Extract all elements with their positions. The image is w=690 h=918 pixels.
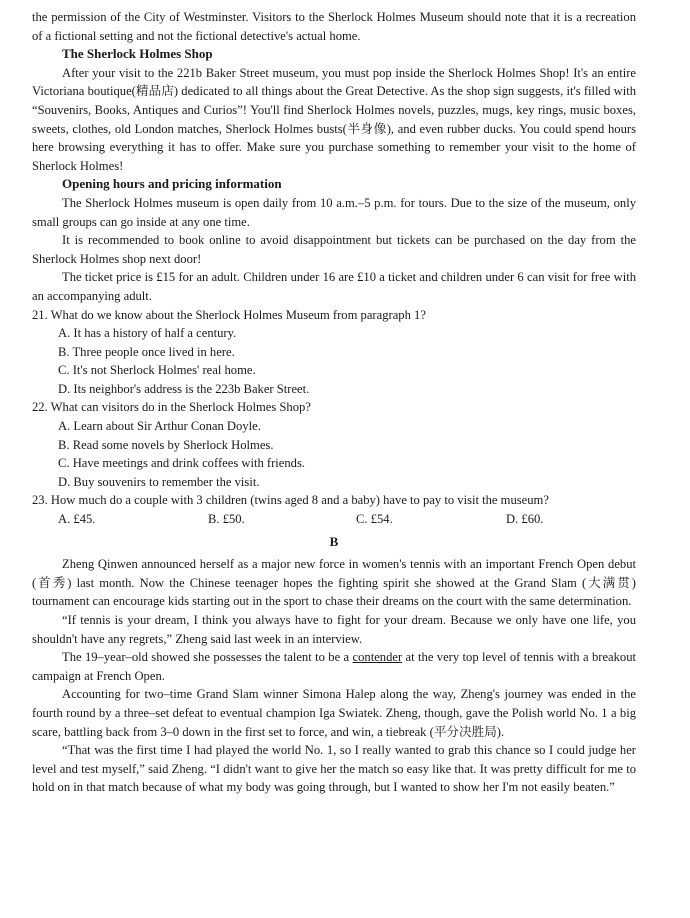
passage-b-paragraph-2: “If tennis is your dream, I think you always have to fight for your dream. Because we only have one life, you shouldn't have any regrets,” Zheng said last week in an interview. [32, 613, 636, 646]
question-stem: 22. What can visitors do in the Sherlock Holmes Shop? [32, 400, 311, 415]
options-row [32, 510, 636, 529]
option-b: B. £50. [208, 512, 245, 527]
question-23 [32, 491, 636, 528]
hours-paragraph-3: The ticket price is £15 for an adult. Children under 16 are £10 a ticket and children under 6 can visit for free with an accompanying adult. [32, 270, 636, 303]
intro-paragraph: the permission of the City of Westminster. Visitors to the Sherlock Holmes Museum should note that it is a recreation of a fictional setting and not the fictional detective's actual home. [32, 10, 636, 43]
underlined-word-contender: contender [352, 650, 403, 665]
option-a: A. Learn about Sir Arthur Conan Doyle. [58, 419, 261, 434]
option-d: D. Its neighbor's address is the 223b Baker Street. [58, 381, 310, 396]
hours-paragraph-1: The Sherlock Holmes museum is open daily from 10 a.m.–5 p.m. for tours. Due to the size of the museum, only small groups can go inside at any one time. [32, 195, 636, 229]
option-d: D. £60. [506, 512, 544, 527]
passage-b-paragraph-1: Zheng Qinwen announced herself as a major new force in women's tennis with an important French Open debut (首秀) last month. Now the Chinese teenager hopes the fighting spirit she showed at the Grand Slam (大满贯) tournament can encourage kids starting out in the sport to chase their dreams on the court with the same determination. [32, 557, 636, 609]
hours-heading: Opening hours and pricing information [62, 176, 282, 192]
question-21 [32, 306, 636, 399]
option-a: A. It has a history of half a century. [58, 326, 237, 341]
hours-paragraph-2: It is recommended to book online to avoid disappointment but tickets can be purchased on the day from the Sherlock Holmes shop next door! [32, 233, 636, 266]
option-b: B. Read some novels by Sherlock Holmes. [58, 437, 274, 452]
option-c: C. £54. [356, 512, 393, 527]
question-22 [32, 398, 636, 491]
option-a: A. £45. [58, 512, 96, 527]
option-b: B. Three people once lived in here. [58, 344, 235, 359]
p3-text-before: The 19–year–old showed she possesses the talent to be a [62, 650, 353, 665]
option-d: D. Buy souvenirs to remember the visit. [58, 474, 260, 489]
shop-paragraph: After your visit to the 221b Baker Street museum, you must pop inside the Sherlock Holmes Shop! It's an entire Victoriana boutique(精品店) dedicated to all things about the Great Detective. As the shop sign suggests, it's filled with “Souvenirs, Books, Antiques and Curios”! You'll find Sherlock Holmes novels, puzzles, mugs, key rings, music boxes, sweets, clothes, old London matches, Sherlock Holmes busts(半身像), and even rubber ducks. You could spend hours here browsing everything it has to offer. Make sure you purchase something to remember your visit to the home of Sherlock Holmes! [32, 65, 636, 173]
shop-heading: The Sherlock Holmes Shop [62, 46, 213, 62]
question-stem: 23. How much do a couple with 3 children (twins aged 8 and a baby) have to pay to visit the museum? [32, 493, 549, 508]
question-stem: 21. What do we know about the Sherlock Holmes Museum from paragraph 1? [32, 307, 426, 322]
passage-b-paragraph-4: Accounting for two–time Grand Slam winner Simona Halep along the way, Zheng's journey was ended in the fourth round by a three–set defeat to eventual champion Iga Swiatek. Zheng, though, gave the Polish world No. 1 a big scare, battling back from 3–0 down in the first set to force, and win, a tiebreak (平分决胜局). [32, 687, 636, 739]
p3-text-after: at the very top level of tennis with a breakout campaign at French Open. [32, 650, 637, 683]
section-b-label: B [329, 533, 339, 549]
passage-b-paragraph-5: “That was the first time I had played the world No. 1, so I really wanted to grab this chance so I could judge her level and test myself,” said Zheng. “I didn't want to give her the match so easy like that. It was pretty difficult for me to hold on in that match because of what my body was going through, but I wanted to show her I'm not easily beaten.” [32, 743, 636, 795]
option-c: C. It's not Sherlock Holmes' real home. [58, 363, 256, 378]
option-c: C. Have meetings and drink coffees with friends. [58, 456, 306, 471]
passage-b-paragraph-3 [32, 648, 636, 685]
